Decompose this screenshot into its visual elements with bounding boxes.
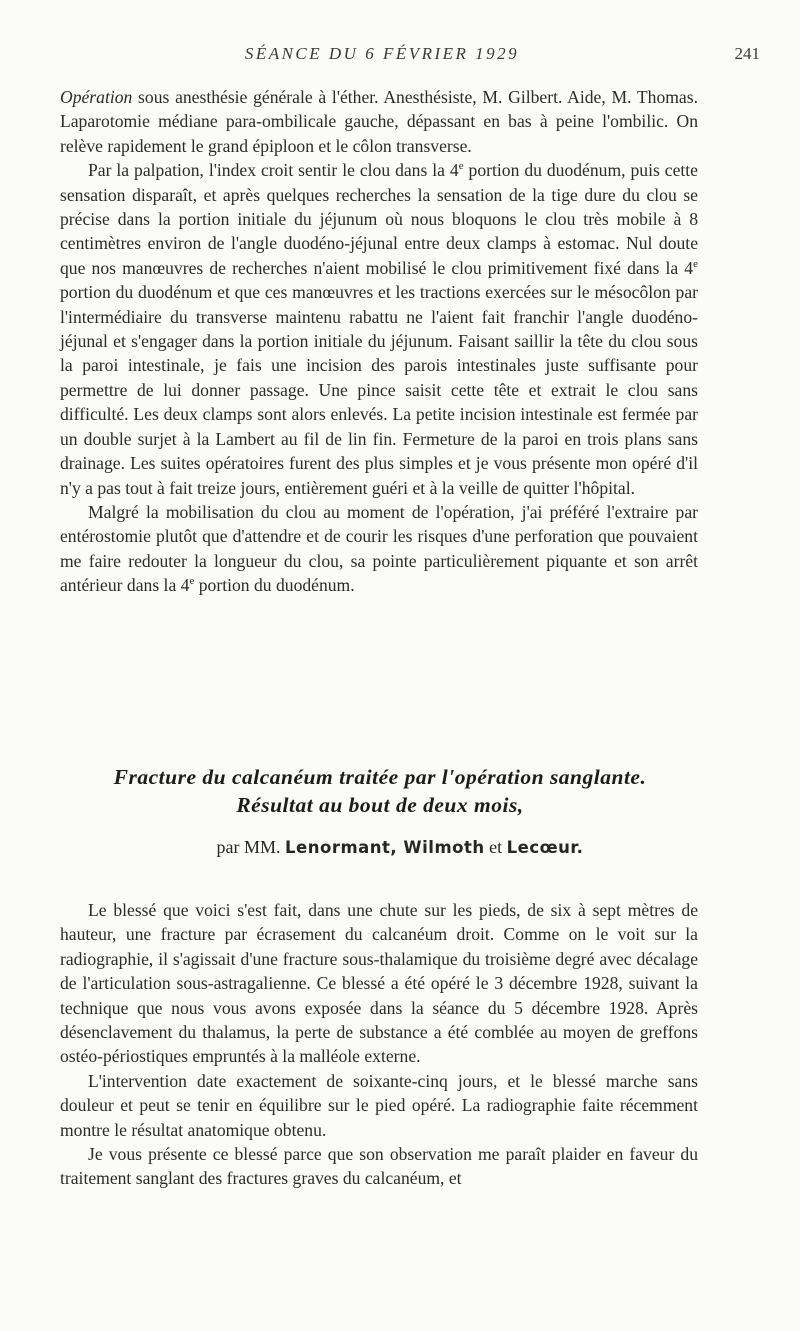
superscript: e [189,575,195,588]
paragraph-text: portion du duodénum. [194,575,355,596]
running-header [60,44,760,68]
paragraph-text: Malgré la mobilisation du clou au moment de l'opération, j'ai préféré l'extraire par entérostomie plutôt que d'attendre et de courir les risques d'une perforation que pouvaient me faire redouter la longueur du clou, sa pointe particulièrement piquante et son arrêt antérieur dans la 4 [60,501,698,596]
operation-label: Opération [60,87,133,107]
case-report [60,898,698,1191]
article-title [40,763,720,819]
author-names: Lenormant, Wilmoth [285,838,485,857]
paragraph: Le blessé que voici s'est fait, dans une chute sur les pieds, de six à sept mètres de hauteur, une fracture par écrasement du calcanéum droit. Comme on le voit sur la radiographie, il s'agissait d'une fracture sous-thalamique du troisième degré avec décalage de l'articulation sous-astragalienne. Ce blessé a été opéré le 3 décembre 1928, suivant la technique que nous vous avons exposée dans la séance du 5 décembre 1928. Après désenclavement du thalamus, la perte de substance a été comblée au moyen de greffons ostéo-périostiques empruntés à la malléole externe. [60,900,698,1067]
paragraph-text: portion du duodénum, puis cette sensation disparaît, et après quelques recherches la sensation de la tige dure du clou se précise dans la portion initiale du jéjunum où nous bloquons le clou très mobile à 8 centimètres environ de l'angle duodéno-jéjunal entre deux clamps à estomac. Nul doute que nos manœuvres de recherches n'aient mobilisé le clou primitivement fixé dans la 4 [60,160,698,278]
paragraph [60,158,698,500]
article-authors [40,837,760,858]
superscript: e [693,257,698,270]
operation-report [60,85,698,598]
paragraph-text: portion du duodénum et que ces manœuvres et les tractions exercées sur le mésocôlon par l'intermédiaire du transverse maintenu rabattu ne l'aient fait franchir l'angle duodéno-jéjunal et s'engager dans la portion initiale du jéjunum. Faisant saillir la tête du clou sous la paroi intestinale, je fais une incision des parois intestinales juste suffisante pour permettre de lui donner passage. Une pince saisit cette tête et extrait le clou sans difficulté. Les deux clamps sont alors enlevés. La petite incision intestinale est fermée par un double surjet à la Lambert au fil de lin fin. Fermeture de la paroi en trois plans sans drainage. Les suites opératoires furent des plus simples et je vous présente mon opéré d'il n'y a pas tout à fait treize jours, entièrement guéri et à la veille de quitter l'hôpital. [60,282,698,498]
authors-prefix: par MM. [216,837,286,857]
authors-and: et [484,837,507,857]
article-title-line: Fracture du calcanéum traitée par l'opération sanglante. [113,765,647,789]
paragraph: Je vous présente ce blessé parce que son observation me paraît plaider en faveur du traitement sanglant des fractures graves du calcanéum, et [60,1144,698,1189]
paragraph: L'intervention date exactement de soixante-cinq jours, et le blessé marche sans douleur et peut se tenir en équilibre sur le pied opéré. La radiographie faite récemment montre le résultat anatomique obtenu. [60,1070,698,1140]
superscript: e [458,160,464,173]
paragraph-text: sous anesthésie générale à l'éther. Anesthésiste, M. Gilbert. Aide, M. Thomas. Laparotomie médiane para-ombilicale gauche, dépassant en bas à peine l'ombilic. On relève rapidement le grand épiploon et le côlon transverse. [60,87,698,156]
article-title-line: Résultat au bout de deux mois, [236,793,524,817]
paragraph-text: Par la palpation, l'index croit sentir le clou dans la 4 [88,160,459,181]
author-last: Lecœur. [506,838,584,857]
paragraph [60,500,698,598]
page-number: 241 [734,44,760,63]
running-title: SÉANCE DU 6 FÉVRIER 1929 [244,44,520,63]
paragraph [60,85,698,158]
